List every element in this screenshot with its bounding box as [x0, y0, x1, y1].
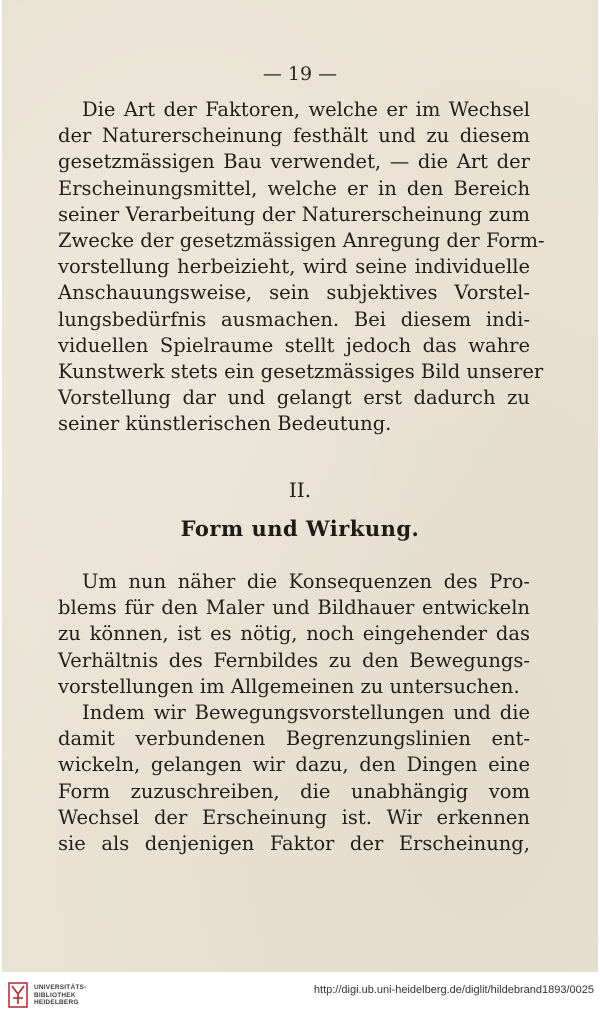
logo-line: HEIDELBERG [34, 999, 79, 1006]
text-line: Wechsel der Erscheinung ist. Wir erkennen [58, 805, 530, 829]
text-line: Verhältnis des Fernbildes zu den Bewegungs- [58, 648, 530, 672]
book-page [2, 0, 598, 972]
logo-text [34, 984, 86, 1007]
text-line: Indem wir Bewegungsvorstellungen und die [82, 701, 530, 724]
text-line: viduellen Spielraume stellt jedoch das wahre [58, 333, 530, 357]
text-line: Zwecke der gesetzmässigen Anregung der Form- [58, 228, 545, 252]
section-numeral: II. [288, 478, 312, 502]
text-line: Kunstwerk stets ein gesetzmässiges Bild unserer [58, 359, 544, 383]
logo-line: UNIVERSITÄTS- [34, 984, 87, 991]
library-logo[interactable] [8, 980, 88, 1010]
text-line: lungsbedürfnis ausmachen. Bei diesem indi- [58, 307, 530, 331]
text-line: vorstellung herbeizieht, wird seine individuelle [58, 255, 530, 279]
library-crest-icon [8, 982, 28, 1008]
footer-bar [0, 972, 600, 1017]
logo-line: BIBLIOTHEK [34, 991, 76, 999]
text-line: blems für den Maler und Bildhauer entwickeln [58, 596, 530, 620]
text-line: zu können, ist es nötig, noch eingehender das [58, 622, 530, 646]
text-line: damit verbundenen Begrenzungslinien ent- [58, 727, 530, 751]
text-line: Anschauungsweise, sein subjektives Vorstel- [58, 281, 530, 305]
text-line: Vorstellung dar und gelangt erst dadurch zu [58, 386, 530, 410]
paragraph-3 [58, 700, 530, 857]
text-line: Erscheinungsmittel, welche er in den Bereich [58, 176, 530, 200]
text-line: vorstellungen im Allgemeinen zu untersuchen. [58, 674, 520, 698]
text-line: wickeln, gelangen wir dazu, den Dingen eine [58, 753, 530, 777]
paragraph-2 [58, 569, 530, 700]
text-line: sie als denjenigen Faktor der Erscheinung, [58, 831, 530, 855]
paragraph-1 [58, 97, 545, 437]
page-number: — 19 — [262, 63, 338, 85]
text-line: seiner Verarbeitung der Naturerscheinung zum [58, 202, 530, 226]
text-line: Form zuzuschreiben, die unabhängig vom [58, 779, 530, 803]
text-line: Die Art der Faktoren, welche er im Wechsel [82, 98, 530, 121]
text-line: Um nun näher die Konsequenzen des Pro- [82, 570, 530, 593]
text-line: gesetzmässigen Bau verwendet, — die Art der [58, 150, 530, 174]
source-url-link[interactable]: http://digi.ub.uni-heidelberg.de/diglit/hildebrand1893/0025 [313, 984, 594, 996]
section-title: Form und Wirkung. [180, 516, 420, 541]
text-line: der Naturerscheinung festhält und zu diesem [58, 124, 530, 148]
text-line: seiner künstlerischen Bedeutung. [58, 412, 392, 436]
